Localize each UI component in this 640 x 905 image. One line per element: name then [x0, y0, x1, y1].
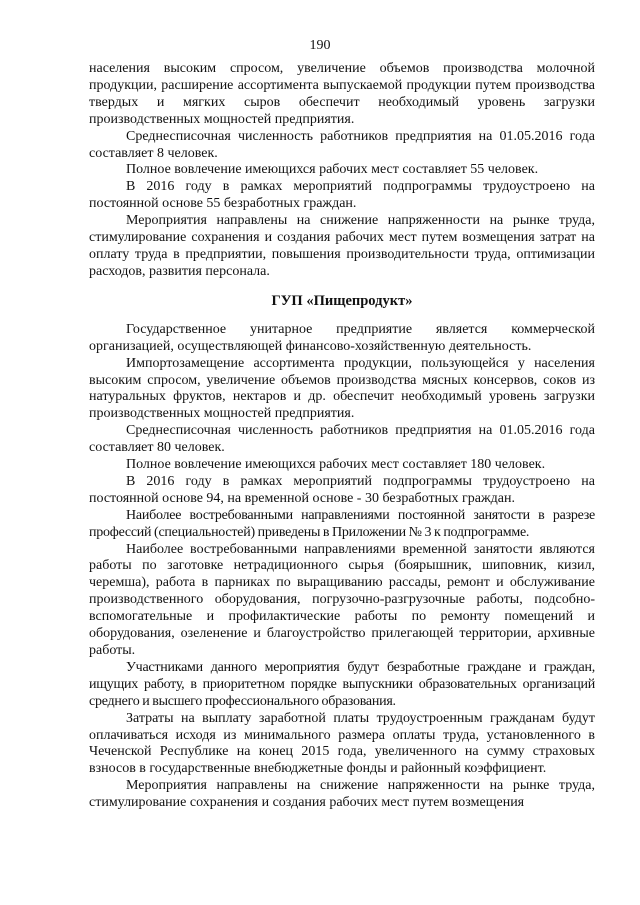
paragraph-headcount: Среднесписочная численность работников предприятия на 01.05.2016 года составляет 8 человек. [89, 128, 595, 161]
paragraph-employed-2016: В 2016 году в рамках мероприятий подпрограммы трудоустроено на постоянной основе 55 безработных граждан. [89, 179, 595, 212]
paragraph-participants: Участниками данного мероприятия будут безработные граждане и граждан, ищущих работу, в приоритетном порядке выпускники образовательных организаций среднего и высшего профессионального образования. [89, 659, 595, 709]
paragraph-employed-2016: В 2016 году в рамках мероприятий подпрограммы трудоустроено на постоянной основе 94, на временной основе - 30 безработных граждан. [89, 473, 595, 506]
paragraph-temporary-employment: Наиболее востребованными направлениями временной занятости являются работы по заготовке нетрадиционного сырья (боярышник, шиповник, кизил, черемша), работа в парниках по выращиванию рассады, ремонт и обслуживание производственного оборудования, погрузочно-разгрузочные работы, подсобно-вспомогательные и профилактические работы по ремонту помещений и оборудования, озеленение и благоустройство прилегающей территории, архивные работы. [89, 541, 595, 658]
paragraph-full-employment: Полное вовлечение имеющихся рабочих мест составляет 55 человек. [126, 162, 539, 178]
paragraph-wage-costs: Затраты на выплату заработной платы трудоустроенным гражданам будут оплачиваться исходя из минимального размера оплаты труда, установленного в Чеченской Республике на конец 2015 года, увеличенного на сумму страховых взносов в государственные внебюджетные фонды и районный коэффициент. [89, 710, 595, 777]
paragraph-measures: Мероприятия направлены на снижение напряженности на рынке труда, стимулирование сохранения и создания рабочих мест путем возмещения затрат на оплату труда в предприятии, повышения производительности труда, оптимизации расходов, развития персонала. [89, 213, 595, 279]
paragraph-continuation: населения высоким спросом, увеличение объемов производства молочной продукции, расширение ассортимента выпускаемой продукции путем производства твердых и мягких сыров обеспечит необходимый уровень загрузки производственных мощностей предприятия. [89, 61, 595, 127]
page-number: 190 [309, 38, 331, 53]
section-heading: ГУП «Пищепродукт» [271, 292, 413, 309]
paragraph-import-substitution: Импортозамещение ассортимента продукции, пользующейся у населения высоким спросом, увеличение объемов производства мясных консервов, соков из натуральных фруктов, нектаров и др. обеспечит необходимый уровень загрузки производственных мощностей предприятия. [89, 355, 595, 422]
paragraph-full-employment: Полное вовлечение имеющихся рабочих мест составляет 180 человек. [126, 457, 546, 473]
paragraph-enterprise-description: Государственное унитарное предприятие является коммерческой организацией, осуществляющей финансово-хозяйственную деятельность. [89, 321, 595, 354]
body-text [89, 61, 595, 812]
paragraph-permanent-employment: Наиболее востребованными направлениями постоянной занятости в разрезе профессий (специальностей) приведены в Приложении № 3 к подпрограмме. [89, 507, 595, 540]
paragraph-headcount: Среднесписочная численность работников предприятия на 01.05.2016 года составляет 80 человек. [89, 423, 595, 456]
paragraph-measures: Мероприятия направлены на снижение напряженности на рынке труда, стимулирование сохранения и создания рабочих мест путем возмещения [89, 778, 595, 811]
